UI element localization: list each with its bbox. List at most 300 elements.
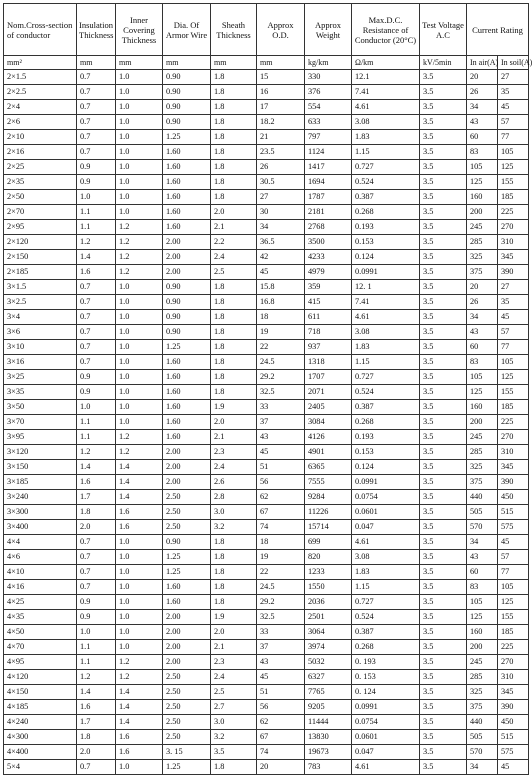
current-soil-cell: 105 [498,145,529,160]
insulation-thickness-cell: 1.6 [77,475,116,490]
approx-weight-cell: 1787 [305,190,352,205]
cross-section-cell: 3×35 [4,385,77,400]
current-soil-cell: 575 [498,520,529,535]
cross-section-cell: 4×240 [4,715,77,730]
cable-spec-table [3,3,532,775]
test-voltage-cell: 3.5 [420,715,467,730]
current-soil-cell: 45 [498,535,529,550]
approx-od-cell: 19 [257,550,305,565]
armor-wire-cell: 1.60 [163,190,211,205]
insulation-thickness-cell: 0.7 [77,565,116,580]
sheath-thickness-cell: 1.8 [211,550,257,565]
approx-weight-cell: 9284 [305,490,352,505]
resistance-cell: 0.0991 [352,700,420,715]
sheath-thickness-cell: 2.8 [211,490,257,505]
test-voltage-cell: 3.5 [420,220,467,235]
cross-section-cell: 2×95 [4,220,77,235]
cross-section-cell: 2×16 [4,145,77,160]
approx-od-cell: 67 [257,505,305,520]
table-row [4,220,529,235]
cross-section-cell: 3×185 [4,475,77,490]
current-soil-cell: 35 [498,85,529,100]
resistance-cell: 12. 1 [352,280,420,295]
approx-weight-cell: 19673 [305,745,352,760]
current-air-cell: 20 [467,70,498,85]
current-soil-cell: 225 [498,205,529,220]
current-soil-cell: 45 [498,100,529,115]
current-air-cell: 570 [467,520,498,535]
current-soil-cell: 270 [498,220,529,235]
test-voltage-cell: 3.5 [420,460,467,475]
current-air-cell: 125 [467,175,498,190]
inner-covering-cell: 1.0 [116,115,163,130]
test-voltage-cell: 3.5 [420,505,467,520]
test-voltage-cell: 3.5 [420,745,467,760]
resistance-cell: 0.727 [352,160,420,175]
insulation-thickness-cell: 0.9 [77,370,116,385]
inner-covering-cell: 1.2 [116,250,163,265]
table-row [4,340,529,355]
cross-section-cell: 4×95 [4,655,77,670]
cross-section-cell: 4×185 [4,700,77,715]
sheath-thickness-cell: 2.1 [211,220,257,235]
header-test-voltage: Test Voltage A.C [420,4,467,56]
armor-wire-cell: 2.50 [163,505,211,520]
cross-section-cell: 3×95 [4,430,77,445]
test-voltage-cell: 3.5 [420,250,467,265]
resistance-cell: 1.15 [352,580,420,595]
approx-od-cell: 26 [257,160,305,175]
resistance-cell: 0.193 [352,430,420,445]
test-voltage-cell: 3.5 [420,115,467,130]
test-voltage-cell: 3.5 [420,565,467,580]
current-air-cell: 26 [467,295,498,310]
unit-cell: In soil(A) [498,56,529,70]
test-voltage-cell: 3.5 [420,550,467,565]
current-soil-cell: 155 [498,175,529,190]
approx-od-cell: 56 [257,700,305,715]
current-air-cell: 570 [467,745,498,760]
current-air-cell: 83 [467,580,498,595]
test-voltage-cell: 3.5 [420,580,467,595]
table-row [4,280,529,295]
header-row [4,4,529,56]
approx-weight-cell: 11444 [305,715,352,730]
insulation-thickness-cell: 1.1 [77,415,116,430]
resistance-cell: 4.61 [352,760,420,775]
cross-section-cell: 3×400 [4,520,77,535]
resistance-cell: 0.0754 [352,715,420,730]
table-row [4,655,529,670]
sheath-thickness-cell: 2.5 [211,685,257,700]
header-current-rating: Current Rating [467,4,529,56]
cross-section-cell: 3×70 [4,415,77,430]
inner-covering-cell: 1.0 [116,70,163,85]
table-row [4,160,529,175]
approx-weight-cell: 2768 [305,220,352,235]
unit-cell: mm [116,56,163,70]
approx-weight-cell: 2071 [305,385,352,400]
current-air-cell: 375 [467,265,498,280]
inner-covering-cell: 1.2 [116,655,163,670]
approx-weight-cell: 15714 [305,520,352,535]
test-voltage-cell: 3.5 [420,145,467,160]
approx-od-cell: 62 [257,715,305,730]
current-air-cell: 245 [467,430,498,445]
inner-covering-cell: 1.0 [116,625,163,640]
insulation-thickness-cell: 1.6 [77,700,116,715]
armor-wire-cell: 2.50 [163,490,211,505]
table-row [4,490,529,505]
resistance-cell: 4.61 [352,310,420,325]
insulation-thickness-cell: 0.9 [77,610,116,625]
current-soil-cell: 185 [498,190,529,205]
resistance-cell: 0.387 [352,190,420,205]
test-voltage-cell: 3.5 [420,415,467,430]
approx-weight-cell: 820 [305,550,352,565]
insulation-thickness-cell: 1.6 [77,265,116,280]
current-soil-cell: 450 [498,715,529,730]
sheath-thickness-cell: 1.8 [211,130,257,145]
approx-od-cell: 15.8 [257,280,305,295]
sheath-thickness-cell: 1.8 [211,295,257,310]
resistance-cell: 0.124 [352,460,420,475]
inner-covering-cell: 1.0 [116,160,163,175]
armor-wire-cell: 1.25 [163,760,211,775]
inner-covering-cell: 1.0 [116,295,163,310]
approx-weight-cell: 2501 [305,610,352,625]
test-voltage-cell: 3.5 [420,400,467,415]
cross-section-cell: 3×10 [4,340,77,355]
unit-cell: kg/km [305,56,352,70]
approx-od-cell: 20 [257,760,305,775]
test-voltage-cell: 3.5 [420,670,467,685]
armor-wire-cell: 2.00 [163,610,211,625]
approx-od-cell: 33 [257,400,305,415]
sheath-thickness-cell: 1.8 [211,310,257,325]
sheath-thickness-cell: 2.0 [211,205,257,220]
current-air-cell: 505 [467,730,498,745]
table-row [4,730,529,745]
insulation-thickness-cell: 1.1 [77,655,116,670]
inner-covering-cell: 1.0 [116,535,163,550]
approx-weight-cell: 3500 [305,235,352,250]
cross-section-cell: 2×4 [4,100,77,115]
table-row [4,235,529,250]
inner-covering-cell: 1.0 [116,85,163,100]
insulation-thickness-cell: 0.7 [77,580,116,595]
current-soil-cell: 77 [498,565,529,580]
insulation-thickness-cell: 2.0 [77,520,116,535]
approx-od-cell: 23.5 [257,145,305,160]
armor-wire-cell: 1.60 [163,205,211,220]
insulation-thickness-cell: 0.7 [77,295,116,310]
approx-weight-cell: 937 [305,340,352,355]
inner-covering-cell: 1.4 [116,460,163,475]
sheath-thickness-cell: 2.0 [211,625,257,640]
armor-wire-cell: 1.60 [163,595,211,610]
header-armor-wire-diameter: Dia. Of Armor Wire [163,4,211,56]
unit-cell: mm [257,56,305,70]
armor-wire-cell: 0.90 [163,325,211,340]
insulation-thickness-cell: 0.7 [77,100,116,115]
sheath-thickness-cell: 2.1 [211,430,257,445]
table-row [4,550,529,565]
armor-wire-cell: 1.60 [163,580,211,595]
sheath-thickness-cell: 1.8 [211,580,257,595]
current-air-cell: 34 [467,100,498,115]
resistance-cell: 0.047 [352,745,420,760]
resistance-cell: 0.727 [352,595,420,610]
test-voltage-cell: 3.5 [420,205,467,220]
sheath-thickness-cell: 1.8 [211,385,257,400]
sheath-thickness-cell: 2.4 [211,460,257,475]
current-soil-cell: 77 [498,130,529,145]
approx-od-cell: 30 [257,205,305,220]
table-row [4,370,529,385]
armor-wire-cell: 2.00 [163,475,211,490]
cross-section-cell: 4×400 [4,745,77,760]
inner-covering-cell: 1.0 [116,280,163,295]
sheath-thickness-cell: 1.8 [211,145,257,160]
current-air-cell: 34 [467,310,498,325]
approx-weight-cell: 376 [305,85,352,100]
test-voltage-cell: 3.5 [420,490,467,505]
current-soil-cell: 125 [498,370,529,385]
unit-cell: mm² [4,56,77,70]
inner-covering-cell: 1.0 [116,190,163,205]
inner-covering-cell: 1.0 [116,325,163,340]
resistance-cell: 0.727 [352,370,420,385]
current-soil-cell: 185 [498,400,529,415]
header-approx-od: Approx O.D. [257,4,305,56]
insulation-thickness-cell: 0.7 [77,760,116,775]
resistance-cell: 0.0991 [352,265,420,280]
approx-od-cell: 51 [257,460,305,475]
cross-section-cell: 3×120 [4,445,77,460]
table-row [4,640,529,655]
armor-wire-cell: 2.00 [163,640,211,655]
armor-wire-cell: 0.90 [163,70,211,85]
inner-covering-cell: 1.2 [116,430,163,445]
approx-od-cell: 16 [257,85,305,100]
sheath-thickness-cell: 2.0 [211,415,257,430]
approx-od-cell: 45 [257,265,305,280]
table-row [4,580,529,595]
current-air-cell: 440 [467,715,498,730]
cross-section-cell: 2×70 [4,205,77,220]
cross-section-cell: 2×120 [4,235,77,250]
insulation-thickness-cell: 0.7 [77,355,116,370]
approx-od-cell: 18.2 [257,115,305,130]
current-soil-cell: 57 [498,325,529,340]
current-soil-cell: 345 [498,460,529,475]
test-voltage-cell: 3.5 [420,625,467,640]
current-air-cell: 375 [467,475,498,490]
sheath-thickness-cell: 1.8 [211,535,257,550]
approx-weight-cell: 9205 [305,700,352,715]
insulation-thickness-cell: 0.7 [77,340,116,355]
table-row [4,475,529,490]
resistance-cell: 0.387 [352,400,420,415]
table-body [4,70,529,775]
approx-weight-cell: 3064 [305,625,352,640]
table-row [4,85,529,100]
armor-wire-cell: 3. 15 [163,745,211,760]
inner-covering-cell: 1.0 [116,640,163,655]
armor-wire-cell: 1.60 [163,160,211,175]
approx-weight-cell: 2181 [305,205,352,220]
approx-weight-cell: 797 [305,130,352,145]
current-soil-cell: 155 [498,610,529,625]
approx-od-cell: 67 [257,730,305,745]
current-air-cell: 34 [467,760,498,775]
insulation-thickness-cell: 0.7 [77,535,116,550]
sheath-thickness-cell: 2.2 [211,235,257,250]
insulation-thickness-cell: 0.9 [77,595,116,610]
sheath-thickness-cell: 3.2 [211,520,257,535]
approx-od-cell: 17 [257,100,305,115]
approx-od-cell: 62 [257,490,305,505]
inner-covering-cell: 1.0 [116,565,163,580]
sheath-thickness-cell: 1.8 [211,370,257,385]
table-row [4,175,529,190]
current-air-cell: 285 [467,670,498,685]
inner-covering-cell: 1.0 [116,550,163,565]
approx-weight-cell: 7555 [305,475,352,490]
cross-section-cell: 3×6 [4,325,77,340]
insulation-thickness-cell: 0.9 [77,385,116,400]
current-soil-cell: 45 [498,760,529,775]
insulation-thickness-cell: 1.4 [77,685,116,700]
cross-section-cell: 4×120 [4,670,77,685]
test-voltage-cell: 3.5 [420,85,467,100]
test-voltage-cell: 3.5 [420,70,467,85]
table-row [4,295,529,310]
sheath-thickness-cell: 1.8 [211,595,257,610]
table-row [4,115,529,130]
cross-section-cell: 4×4 [4,535,77,550]
armor-wire-cell: 2.00 [163,265,211,280]
approx-weight-cell: 2405 [305,400,352,415]
approx-weight-cell: 415 [305,295,352,310]
armor-wire-cell: 1.60 [163,145,211,160]
armor-wire-cell: 2.50 [163,685,211,700]
table-row [4,265,529,280]
approx-weight-cell: 718 [305,325,352,340]
insulation-thickness-cell: 1.1 [77,205,116,220]
approx-od-cell: 24.5 [257,580,305,595]
current-soil-cell: 225 [498,415,529,430]
sheath-thickness-cell: 1.8 [211,190,257,205]
cross-section-cell: 2×10 [4,130,77,145]
table-row [4,190,529,205]
current-soil-cell: 27 [498,280,529,295]
current-air-cell: 200 [467,640,498,655]
approx-weight-cell: 11226 [305,505,352,520]
current-air-cell: 160 [467,625,498,640]
insulation-thickness-cell: 0.7 [77,550,116,565]
current-soil-cell: 105 [498,355,529,370]
armor-wire-cell: 1.60 [163,430,211,445]
current-soil-cell: 57 [498,550,529,565]
current-soil-cell: 310 [498,235,529,250]
sheath-thickness-cell: 2.4 [211,250,257,265]
approx-weight-cell: 5032 [305,655,352,670]
current-soil-cell: 45 [498,310,529,325]
test-voltage-cell: 3.5 [420,340,467,355]
table-row [4,325,529,340]
approx-od-cell: 32.5 [257,385,305,400]
header-sheath-thickness: Sheath Thickness [211,4,257,56]
test-voltage-cell: 3.5 [420,430,467,445]
resistance-cell: 3.08 [352,325,420,340]
armor-wire-cell: 1.60 [163,415,211,430]
current-air-cell: 440 [467,490,498,505]
resistance-cell: 0.047 [352,520,420,535]
armor-wire-cell: 1.25 [163,565,211,580]
current-air-cell: 43 [467,550,498,565]
approx-weight-cell: 359 [305,280,352,295]
cross-section-cell: 4×70 [4,640,77,655]
sheath-thickness-cell: 1.8 [211,355,257,370]
sheath-thickness-cell: 1.8 [211,175,257,190]
insulation-thickness-cell: 0.7 [77,145,116,160]
current-soil-cell: 390 [498,265,529,280]
inner-covering-cell: 1.2 [116,220,163,235]
resistance-cell: 0.268 [352,205,420,220]
sheath-thickness-cell: 1.8 [211,100,257,115]
current-air-cell: 505 [467,505,498,520]
armor-wire-cell: 0.90 [163,115,211,130]
approx-weight-cell: 3084 [305,415,352,430]
resistance-cell: 0. 124 [352,685,420,700]
current-air-cell: 105 [467,160,498,175]
test-voltage-cell: 3.5 [420,385,467,400]
table-row [4,700,529,715]
approx-weight-cell: 4233 [305,250,352,265]
sheath-thickness-cell: 3.5 [211,745,257,760]
insulation-thickness-cell: 1.0 [77,625,116,640]
resistance-cell: 0.124 [352,250,420,265]
sheath-thickness-cell: 1.8 [211,280,257,295]
test-voltage-cell: 3.5 [420,280,467,295]
sheath-thickness-cell: 3.0 [211,715,257,730]
approx-weight-cell: 611 [305,310,352,325]
inner-covering-cell: 1.2 [116,445,163,460]
resistance-cell: 0.153 [352,445,420,460]
test-voltage-cell: 3.5 [420,760,467,775]
current-soil-cell: 345 [498,685,529,700]
armor-wire-cell: 1.25 [163,130,211,145]
table-row [4,310,529,325]
armor-wire-cell: 2.50 [163,700,211,715]
inner-covering-cell: 1.0 [116,310,163,325]
current-soil-cell: 310 [498,670,529,685]
approx-od-cell: 24.5 [257,355,305,370]
approx-od-cell: 16.8 [257,295,305,310]
current-air-cell: 105 [467,595,498,610]
resistance-cell: 3.08 [352,550,420,565]
current-air-cell: 325 [467,685,498,700]
inner-covering-cell: 1.0 [116,355,163,370]
current-soil-cell: 35 [498,295,529,310]
current-soil-cell: 225 [498,640,529,655]
approx-od-cell: 32.5 [257,610,305,625]
unit-cell: mm [77,56,116,70]
approx-weight-cell: 554 [305,100,352,115]
resistance-cell: 1.83 [352,130,420,145]
